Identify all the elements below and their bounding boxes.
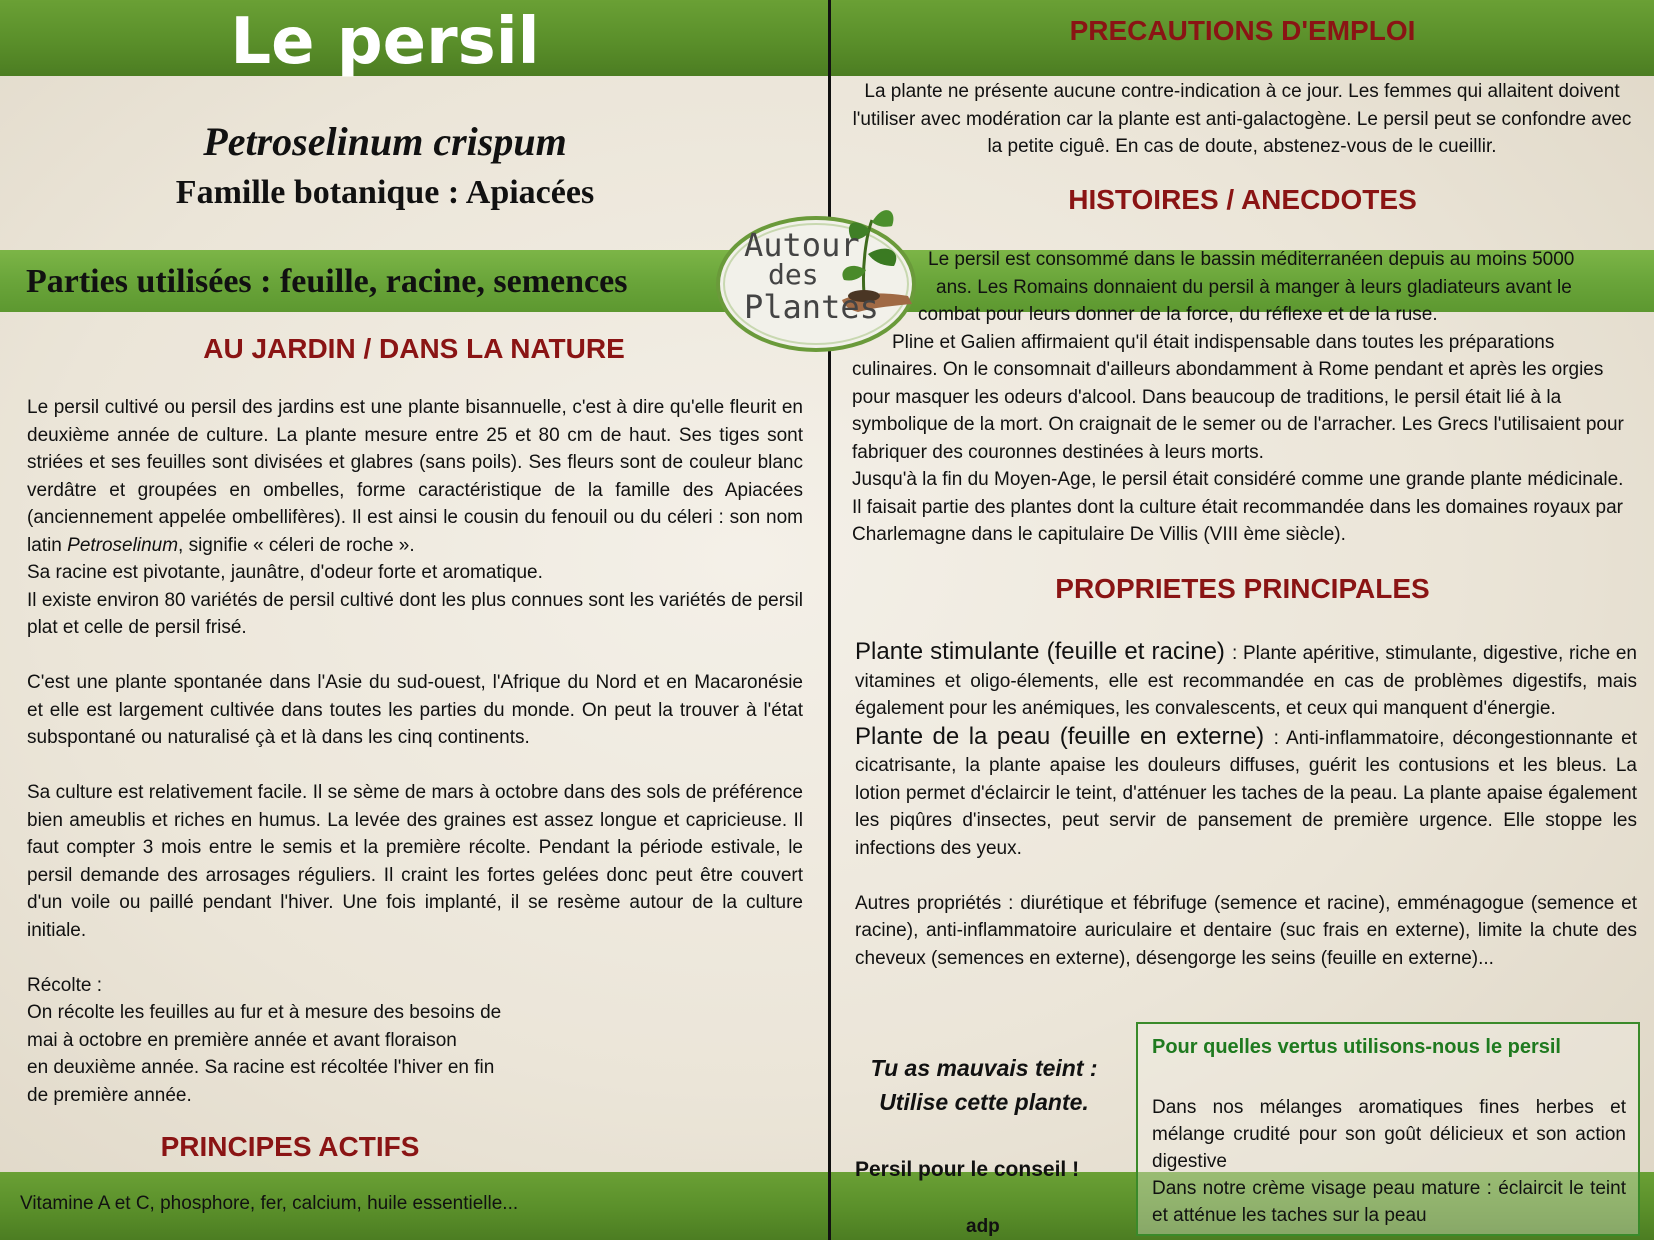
garden-paragraph-3: Il existe environ 80 variétés de persil cultivé dont les plus connues sont les variétés de persil plat et celle de persil frisé. (27, 589, 803, 638)
property-stimulant: Plante stimulante (feuille et racine) : Plante apéritive, stimulante, digestive, riche en vitamines et oligo-élements, elle est recommandée en cas de problèmes digestifs, mais également pour les anémiques, les convalescents, et ceux qui manquent d'énergie. (855, 638, 1637, 719)
garden-paragraph-2: Sa racine est pivotante, jaunâtre, d'odeur forte et aromatique. (27, 562, 543, 583)
logo-text-1: Autour (744, 226, 860, 264)
history-paragraph-2: Pline et Galien affirmaient qu'il était indispensable dans toutes les préparations culinaires. On le consomnait d'ailleurs abondamment à Rome pendant et après les orgies pour masquer les odeurs d'alcool. Dans beaucoup de traditions, le persil était lié à la symbolique de la mort. On craignait de le semer ou de l'arracher. Les Grecs l'utilisaient pour fabriquer des couronnes destinées à leurs morts. (852, 331, 1624, 463)
properties-text (855, 638, 1637, 972)
tip-line-3: Persil pour le conseil ! (855, 1158, 1080, 1181)
history-text (852, 246, 1634, 549)
latin-name: Petroselinum crispum (203, 119, 567, 164)
virtues-paragraph-2: Dans notre crème visage peau mature : éclaircit le teint et atténue les taches sur la peau (1152, 1178, 1626, 1226)
page-title: Le persil (230, 5, 540, 79)
garden-paragraph-1: Le persil cultivé ou persil des jardins est une plante bisannuelle, c'est à dire qu'elle fleurit en deuxième année de culture. La plante mesure entre 25 et 80 cm de haut. Ses tiges sont striées et ses feuilles sont divisées et glabres (sans poils). Ses fleurs sont de couleur blanc verdâtre et groupées en ombelles, forme caractéristique de la famille des Apiacées (anciennement appelée ombellifères). Il est ainsi le cousin du fenouil ou du céleri : son nom latin Petroselinum, signifie « céleri de roche ». (27, 397, 803, 556)
harvest-line-1: On récolte les feuilles au fur et à mesure des besoins de (27, 1002, 502, 1023)
garden-heading: AU JARDIN / DANS LA NATURE (203, 333, 625, 364)
history-paragraph-3: Jusqu'à la fin du Moyen-Age, le persil était considéré comme une grande plante médicinale. Il faisait partie des plantes dont la culture était recommandée dans les domaines royaux par Charlemagne dans le capitulaire De Villis (VIII ème siècle). (852, 469, 1624, 545)
property-skin: Plante de la peau (feuille en externe) : Anti-inflammatoire, décongestionnante et cicatrisante, la plante apaise les douleurs diffuses, guérit les contusions et les bleus. La lotion permet d'éclaircir le teint, d'atténuer les taches de la peau. La plante apaise également les piqûres d'insectes, peut servir de pansement de première urgence. Elle stoppe les infections des yeux. (855, 722, 1637, 859)
history-line-1: Le persil est consommé dans le bassin méditerranéen depuis au moins 5000 (928, 249, 1575, 270)
history-line-3: combat pour leurs donner de la force, du réflexe et de la ruse. (918, 304, 1438, 325)
history-line-2: ans. Les Romains donnaient du persil à manger à leurs gladiateurs avant le (936, 276, 1572, 298)
virtues-box (1136, 1022, 1640, 1236)
history-heading: HISTOIRES / ANECDOTES (1068, 184, 1417, 215)
precautions-text: La plante ne présente aucune contre-indication à ce jour. Les femmes qui allaitent doivent l'utiliser avec modération car la plante est anti-galactogène. Le persil peut se confondre avec la petite ciguê. En cas de doute, abstenez-vous de le cueillir. (852, 81, 1632, 157)
properties-heading: PROPRIETES PRINCIPALES (1055, 573, 1430, 604)
property-other: Autres propriétés : diurétique et fébrifuge (semence et racine), emménagogue (semence et racine), anti-inflammatoire auriculaire et dentaire (suc frais en externe), limite la chute des cheveux (semences en externe), désengorge les seins (feuille en externe)... (855, 892, 1637, 969)
virtues-body (1152, 1094, 1626, 1229)
tip-line-2: Utilise cette plante. (879, 1089, 1089, 1115)
harvest-line-2: mai à octobre en première année et avant floraison (27, 1029, 457, 1051)
active-principles-heading: PRINCIPES ACTIFS (160, 1131, 420, 1162)
garden-paragraph-4: C'est une plante spontanée dans l'Asie du sud-ouest, l'Afrique du Nord et en Macaronésie et elle est largement cultivée dans toutes les parties du monde. On peut la trouver à l'état subspontané ou naturalisé çà et là dans les cinq continents. (27, 672, 803, 748)
botanical-family: Famille botanique : Apiacées (175, 174, 595, 211)
active-principles-text: Vitamine A et C, phosphore, fer, calcium, huile essentielle... (20, 1193, 519, 1214)
virtues-paragraph-1: Dans nos mélanges aromatiques fines herbes et mélange crudité pour son goût délicieux et son action digestive (1152, 1097, 1626, 1172)
garden-text (27, 394, 803, 1109)
latin-genus: Petroselinum (67, 534, 179, 556)
logo-text-3: Plantes (744, 288, 879, 326)
harvest-label: Récolte : (27, 974, 102, 996)
signature: adp (966, 1216, 1000, 1237)
logo-text-2: des (768, 258, 819, 291)
tip-line-1: Tu as mauvais teint : (870, 1055, 1098, 1081)
used-parts: Parties utilisées : feuille, racine, semences (26, 263, 628, 300)
precautions-heading: PRECAUTIONS D'EMPLOI (1069, 15, 1416, 46)
harvest-line-3: en deuxième année. Sa racine est récoltée l'hiver en fin (27, 1057, 495, 1078)
harvest-line-4: de première année. (27, 1084, 192, 1106)
virtues-title: Pour quelles vertus utilisons-nous le persil (1152, 1036, 1561, 1058)
garden-paragraph-5: Sa culture est relativement facile. Il se sème de mars à octobre dans des sols de préférence bien ameublis et riches en humus. La levée des graines est assez longue et capricieuse. Il faut compter 3 mois entre le semis et la première récolte. Pendant la période estivale, le persil demande des arrosages réguliers. Il craint les fortes gelées donc peut être couvert d'un voile ou paillé pendant l'hiver. Une fois implanté, il se resème autour de la culture initiale. (27, 782, 803, 941)
